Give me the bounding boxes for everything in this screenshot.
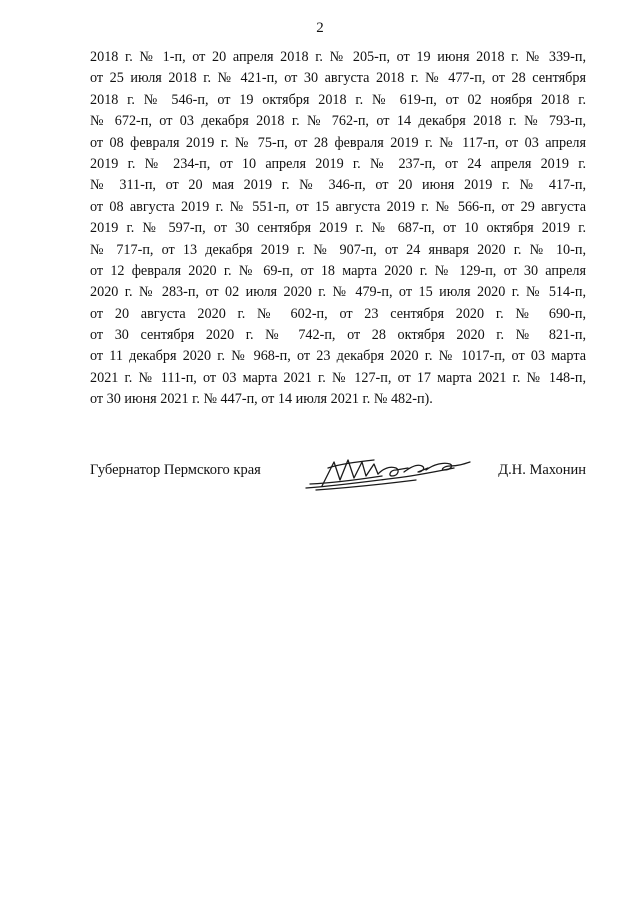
body-line-14: от 30 сентября 2020 г. № 742-п, от 28 октября 2020 г. № 821-п, <box>90 327 586 344</box>
signer-title: Губернатор Пермского края <box>90 462 261 478</box>
body-line-5: от 08 февраля 2019 г. № 75-п, от 28 февраля 2019 г. № 117-п, от 03 апреля <box>90 134 586 151</box>
body-line-13: от 20 августа 2020 г. № 602-п, от 23 сентября 2020 г. № 690-п, <box>90 305 586 322</box>
body-line-6: 2019 г. № 234-п, от 10 апреля 2019 г. № 237-п, от 24 апреля 2019 г. <box>90 155 586 172</box>
document-body <box>90 47 586 411</box>
body-line-3: 2018 г. № 546-п, от 19 октября 2018 г. № 619-п, от 02 ноября 2018 г. <box>90 91 586 108</box>
signature-block <box>90 450 586 500</box>
handwritten-signature <box>304 450 472 496</box>
body-line-7: № 311-п, от 20 мая 2019 г. № 346-п, от 20 июня 2019 г. № 417-п, <box>90 177 586 194</box>
body-line-12: 2020 г. № 283-п, от 02 июля 2020 г. № 479-п, от 15 июля 2020 г. № 514-п, <box>90 284 586 301</box>
body-line-10: № 717-п, от 13 декабря 2019 г. № 907-п, от 24 января 2020 г. № 10-п, <box>90 241 586 258</box>
body-line-2: от 25 июля 2018 г. № 421-п, от 30 августа 2018 г. № 477-п, от 28 сентября <box>90 70 586 87</box>
body-line-17: от 30 июня 2021 г. № 447-п, от 14 июля 2021 г. № 482-п). <box>90 391 433 408</box>
body-line-9: 2019 г. № 597-п, от 30 сентября 2019 г. № 687-п, от 10 октября 2019 г. <box>90 220 586 237</box>
signer-name: Д.Н. Махонин <box>498 462 586 478</box>
body-line-1: 2018 г. № 1-п, от 20 апреля 2018 г. № 205-п, от 19 июня 2018 г. № 339-п, <box>90 49 586 65</box>
body-line-15: от 11 декабря 2020 г. № 968-п, от 23 декабря 2020 г. № 1017-п, от 03 марта <box>90 348 586 365</box>
body-line-11: от 12 февраля 2020 г. № 69-п, от 18 марта 2020 г. № 129-п, от 30 апреля <box>90 262 586 279</box>
body-line-4: № 672-п, от 03 декабря 2018 г. № 762-п, от 14 декабря 2018 г. № 793-п, <box>90 113 586 130</box>
page-number: 2 <box>316 20 324 36</box>
body-line-8: от 08 августа 2019 г. № 551-п, от 15 августа 2019 г. № 566-п, от 29 августа <box>90 198 586 215</box>
body-line-16: 2021 г. № 111-п, от 03 марта 2021 г. № 127-п, от 17 марта 2021 г. № 148-п, <box>90 369 586 386</box>
